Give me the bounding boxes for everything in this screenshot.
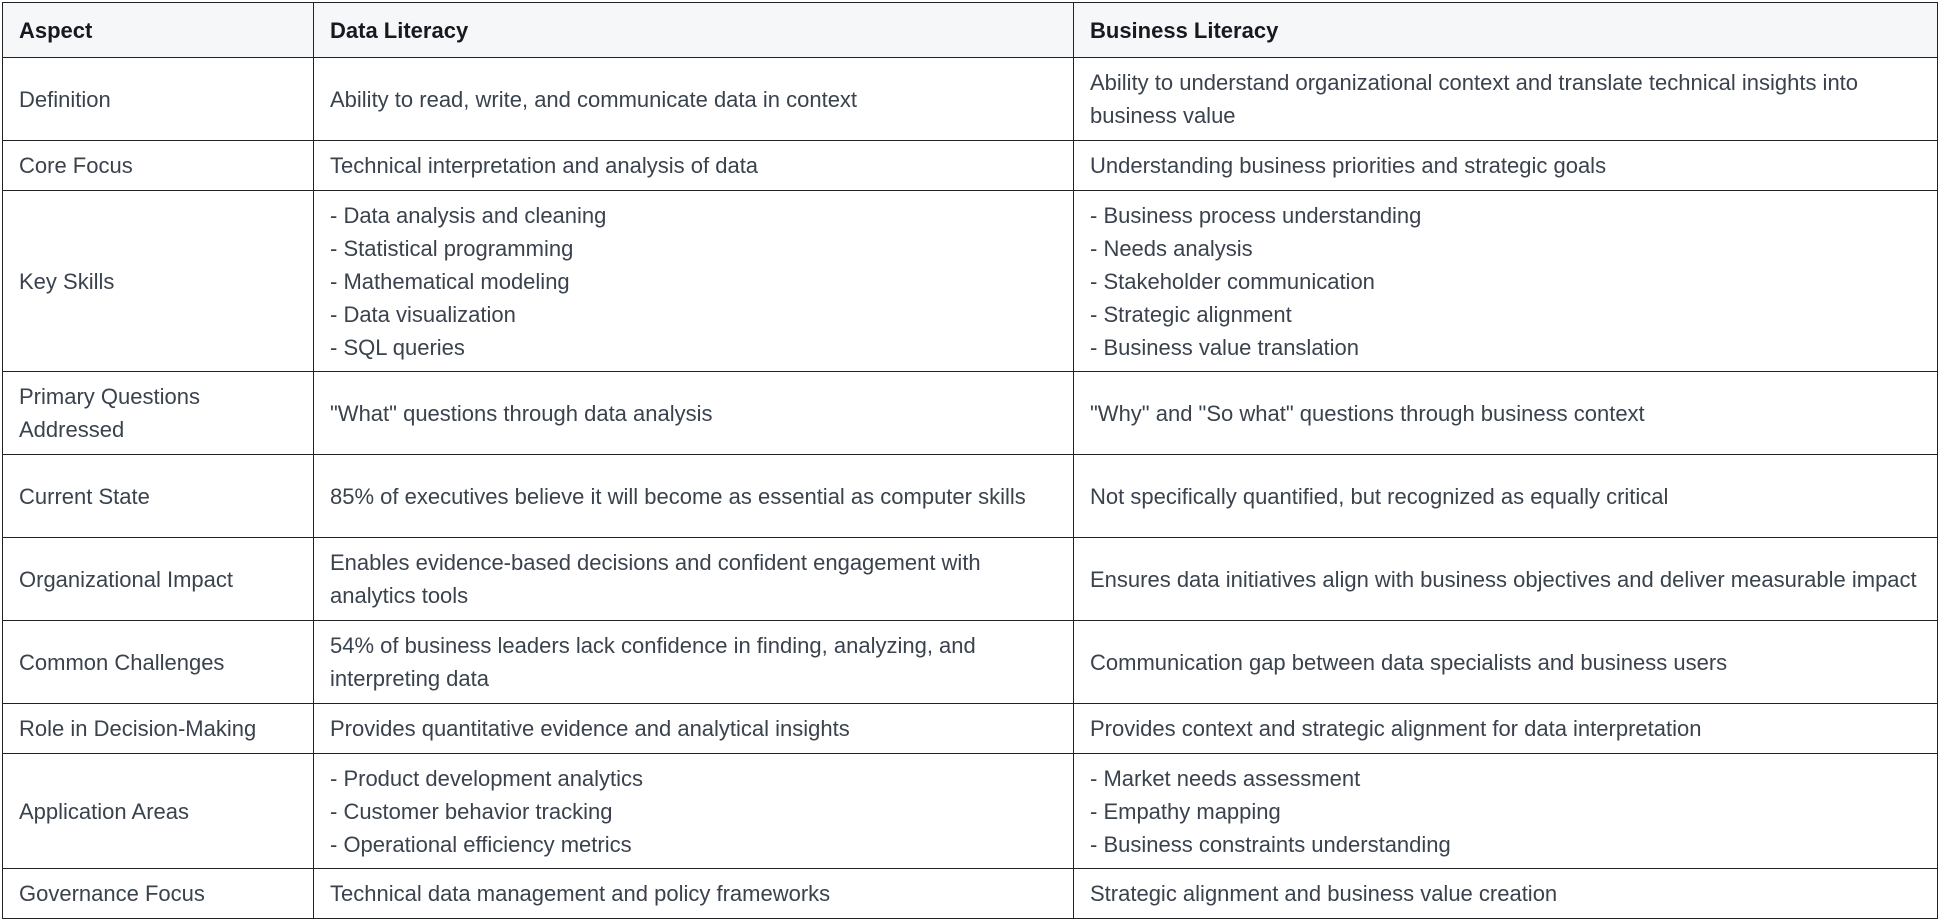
table-row xyxy=(3,58,1938,141)
aspect-cell: Current State xyxy=(3,455,314,538)
skills-list xyxy=(1090,199,1921,364)
aspect-cell: Application Areas xyxy=(3,754,314,869)
data-literacy-cell: Technical interpretation and analysis of data xyxy=(314,141,1074,191)
business-literacy-cell: Understanding business priorities and strategic goals xyxy=(1074,141,1938,191)
list-item: - Data analysis and cleaning xyxy=(330,202,607,228)
comparison-table xyxy=(2,2,1938,919)
data-literacy-cell: Enables evidence-based decisions and confident engagement with analytics tools xyxy=(314,538,1074,621)
business-literacy-cell xyxy=(1074,191,1938,372)
list-item: - Market needs assessment xyxy=(1090,765,1361,791)
table-row xyxy=(3,191,1938,372)
list-item: - Data visualization xyxy=(330,301,516,327)
data-literacy-cell: Ability to read, write, and communicate data in context xyxy=(314,58,1074,141)
table-row xyxy=(3,141,1938,191)
table-row xyxy=(3,869,1938,919)
aspect-cell: Core Focus xyxy=(3,141,314,191)
list-item: - Business constraints understanding xyxy=(1090,831,1451,857)
business-literacy-cell: "Why" and "So what" questions through business context xyxy=(1074,372,1938,455)
aspect-cell: Role in Decision-Making xyxy=(3,704,314,754)
data-literacy-cell: Provides quantitative evidence and analytical insights xyxy=(314,704,1074,754)
table-row xyxy=(3,372,1938,455)
application-list xyxy=(330,762,1057,861)
list-item: - Empathy mapping xyxy=(1090,798,1281,824)
list-item: - Stakeholder communication xyxy=(1090,268,1375,294)
data-literacy-cell: Technical data management and policy frameworks xyxy=(314,869,1074,919)
data-literacy-cell xyxy=(314,754,1074,869)
aspect-cell: Key Skills xyxy=(3,191,314,372)
aspect-cell: Definition xyxy=(3,58,314,141)
list-item: - Business value translation xyxy=(1090,334,1360,360)
list-item: - Product development analytics xyxy=(330,765,644,791)
business-literacy-cell xyxy=(1074,754,1938,869)
business-literacy-cell: Strategic alignment and business value creation xyxy=(1074,869,1938,919)
table-row xyxy=(3,621,1938,704)
list-item: - Statistical programming xyxy=(330,235,574,261)
business-literacy-cell: Not specifically quantified, but recognized as equally critical xyxy=(1074,455,1938,538)
business-literacy-cell: Provides context and strategic alignment for data interpretation xyxy=(1074,704,1938,754)
list-item: - Strategic alignment xyxy=(1090,301,1292,327)
header-aspect: Aspect xyxy=(3,3,314,58)
header-data-literacy: Data Literacy xyxy=(314,3,1074,58)
aspect-cell: Common Challenges xyxy=(3,621,314,704)
table-row xyxy=(3,754,1938,869)
table-row xyxy=(3,455,1938,538)
business-literacy-cell: Ensures data initiatives align with business objectives and deliver measurable impact xyxy=(1074,538,1938,621)
business-literacy-cell: Ability to understand organizational context and translate technical insights into business value xyxy=(1074,58,1938,141)
data-literacy-cell: "What" questions through data analysis xyxy=(314,372,1074,455)
data-literacy-cell: 54% of business leaders lack confidence in finding, analyzing, and interpreting data xyxy=(314,621,1074,704)
table-row xyxy=(3,538,1938,621)
comparison-table-container xyxy=(2,2,1937,919)
header-business-literacy: Business Literacy xyxy=(1074,3,1938,58)
skills-list xyxy=(330,199,1057,364)
application-list xyxy=(1090,762,1921,861)
list-item: - Business process understanding xyxy=(1090,202,1422,228)
list-item: - Operational efficiency metrics xyxy=(330,831,632,857)
list-item: - SQL queries xyxy=(330,334,465,360)
list-item: - Mathematical modeling xyxy=(330,268,570,294)
aspect-cell: Governance Focus xyxy=(3,869,314,919)
data-literacy-cell xyxy=(314,191,1074,372)
table-row xyxy=(3,704,1938,754)
table-header-row xyxy=(3,3,1938,58)
list-item: - Needs analysis xyxy=(1090,235,1253,261)
aspect-cell: Organizational Impact xyxy=(3,538,314,621)
data-literacy-cell: 85% of executives believe it will become as essential as computer skills xyxy=(314,455,1074,538)
list-item: - Customer behavior tracking xyxy=(330,798,613,824)
business-literacy-cell: Communication gap between data specialists and business users xyxy=(1074,621,1938,704)
aspect-cell: Primary Questions Addressed xyxy=(3,372,314,455)
